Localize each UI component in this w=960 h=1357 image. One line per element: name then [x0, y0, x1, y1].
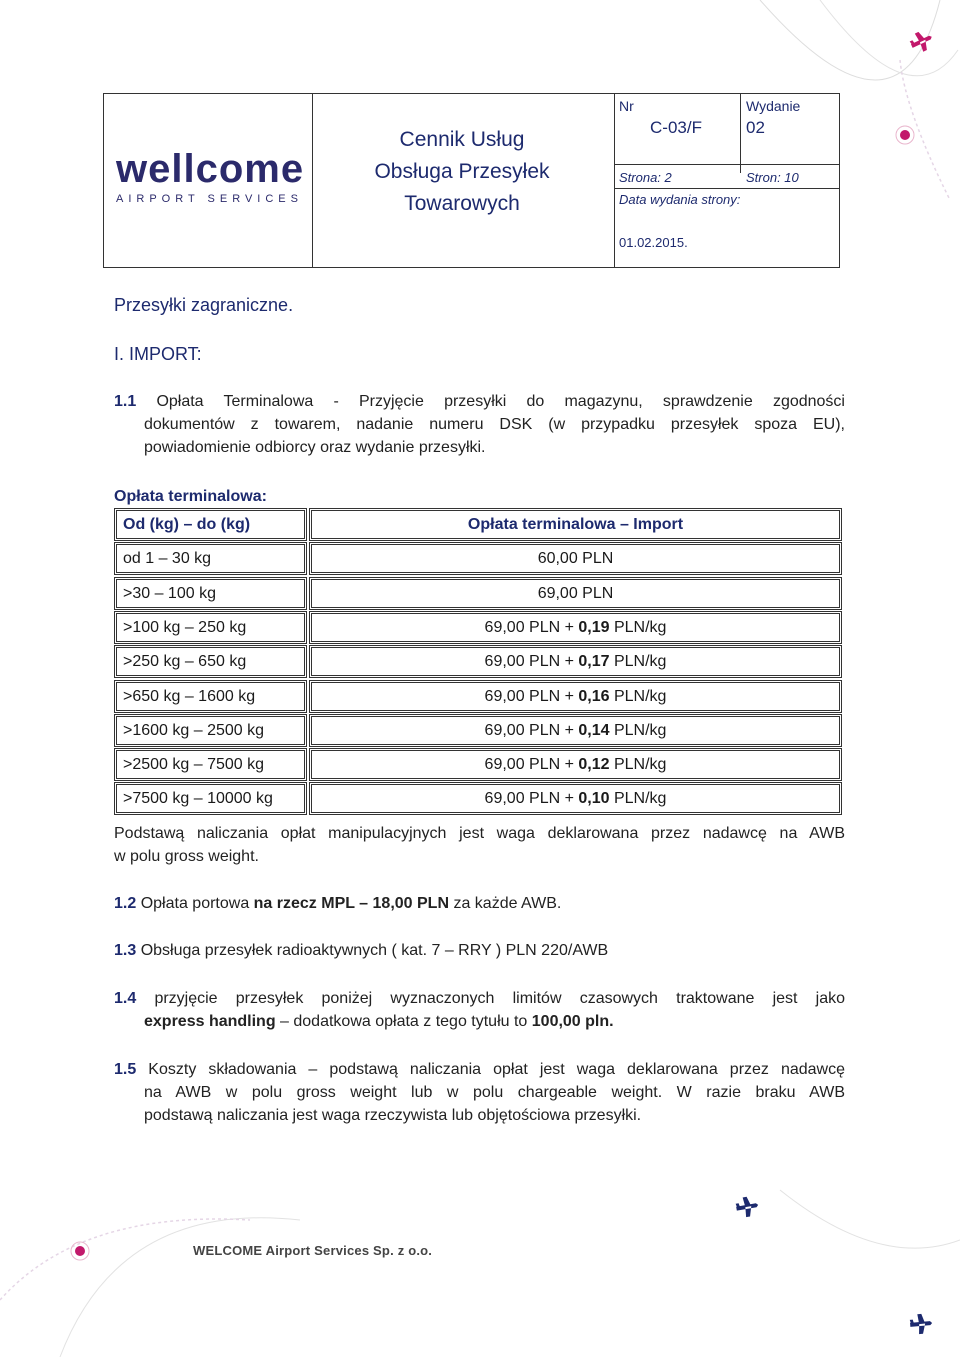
weight-range: >7500 kg – 10000 kg	[114, 782, 307, 815]
nr-value: C-03/F	[650, 118, 702, 137]
fee-base: 69,00 PLN +	[484, 790, 579, 808]
section-title: Przesyłki zagraniczne.	[114, 295, 294, 315]
item-text: – dodatkowa opłata z tego tytułu to	[275, 1013, 532, 1030]
issue-date-value: 01.02.2015.	[619, 235, 688, 250]
weight-range: >1600 kg – 2500 kg	[114, 714, 307, 747]
fee-unit: PLN/kg	[609, 721, 667, 739]
weight-range: od 1 – 30 kg	[114, 542, 307, 575]
weight-range: >100 kg – 250 kg	[114, 611, 307, 644]
fee-table-row	[114, 748, 843, 781]
item-number: 1.4	[114, 990, 137, 1007]
fee-table-row	[114, 542, 843, 575]
terminal-fee	[309, 714, 842, 747]
item-text: powiadomienie odbiorcy oraz wydanie przesyłki.	[144, 439, 486, 456]
fee-unit: PLN/kg	[609, 687, 667, 705]
item-text: na AWB w polu gross weight lub w polu chargeable weight. W razie braku AWB	[144, 1084, 845, 1101]
fee-base: 69,00 PLN +	[484, 756, 579, 774]
weight-range: >650 kg – 1600 kg	[114, 680, 307, 713]
fee-table-row	[114, 645, 843, 678]
edition-label: Wydanie	[746, 98, 801, 114]
header-weight-range: Od (kg) – do (kg)	[114, 508, 307, 541]
page-count: Stron: 10	[746, 170, 799, 185]
item-1-1	[114, 390, 845, 459]
terminal-fee	[309, 748, 842, 781]
nr-label: Nr	[619, 98, 634, 114]
footer-company: WELCOME Airport Services Sp. z o.o.	[193, 1243, 433, 1258]
item-1-4	[114, 987, 845, 1033]
fee-base: 69,00 PLN +	[484, 721, 579, 739]
document-title	[312, 124, 612, 220]
fee-rate: 0,10	[578, 790, 610, 808]
basis-note	[114, 822, 845, 868]
item-text: za każde AWB.	[449, 895, 562, 912]
edition-value: 02	[746, 118, 765, 137]
fee-base: 69,00 PLN +	[484, 618, 579, 636]
terminal-fee	[309, 542, 842, 575]
plane-icon	[735, 1195, 760, 1219]
fee-base: 60,00 PLN	[537, 550, 614, 568]
page-number: Strona: 2	[619, 170, 672, 185]
fee-unit: PLN/kg	[609, 653, 667, 671]
fee-table-header	[114, 508, 843, 541]
item-1-3	[114, 939, 608, 962]
fee-rate: 0,12	[578, 756, 610, 774]
item-bold-text: na rzecz MPL – 18,00 PLN	[253, 895, 449, 912]
plane-icon	[909, 1313, 933, 1335]
logo-subtitle: AIRPORT SERVICES	[116, 193, 303, 205]
item-text: przyjęcie przesyłek poniżej wyznaczonych limitów czasowych traktowane jest jako	[154, 990, 845, 1007]
fee-rate: 0,19	[578, 618, 610, 636]
fee-rate: 0,16	[578, 687, 610, 705]
fee-table-row	[114, 714, 843, 747]
item-text: podstawą naliczania jest waga rzeczywista lub objętościowa przesyłki.	[144, 1107, 642, 1124]
fee-table-caption: Opłata terminalowa:	[114, 488, 267, 505]
fee-table-row	[114, 782, 843, 815]
note-text: Podstawą naliczania opłat manipulacyjnych jest waga deklarowana przez nadawcę na AWB	[114, 825, 845, 842]
weight-range: >30 – 100 kg	[114, 577, 307, 610]
fee-unit: PLN/kg	[609, 756, 667, 774]
item-text: dokumentów z towarem, nadanie numeru DSK (w przypadku przesyłek spoza EU),	[144, 416, 845, 433]
item-number: 1.1	[114, 393, 137, 410]
item-number: 1.5	[114, 1061, 137, 1078]
terminal-fee	[309, 680, 842, 713]
import-title: I. IMPORT:	[114, 344, 202, 364]
fee-base: 69,00 PLN +	[484, 687, 579, 705]
accent-dot	[900, 130, 910, 140]
item-text: Obsługa przesyłek radioaktywnych ( kat. 7 – RRY ) PLN 220/AWB	[140, 942, 609, 959]
logo-text: wellcome	[116, 147, 305, 191]
item-1-2	[114, 892, 561, 915]
terminal-fee	[309, 611, 842, 644]
header-terminal-fee: Opłata terminalowa – Import	[309, 508, 842, 541]
company-logo	[116, 149, 306, 219]
item-bold-text: express handling	[144, 1013, 276, 1030]
fee-unit: PLN/kg	[609, 790, 667, 808]
fee-base: 69,00 PLN	[537, 584, 614, 602]
fee-table-row	[114, 680, 843, 713]
item-text: Koszty składowania – podstawą naliczania opłat jest waga deklarowana przez nadawcę	[148, 1061, 846, 1078]
terminal-fee	[309, 577, 842, 610]
item-number: 1.2	[114, 895, 137, 912]
weight-range: >250 kg – 650 kg	[114, 645, 307, 678]
note-text: w polu gross weight.	[114, 848, 259, 865]
item-number: 1.3	[114, 942, 137, 959]
fee-rate: 0,14	[578, 721, 610, 739]
issue-date-label: Data wydania strony:	[619, 192, 741, 207]
terminal-fee	[309, 645, 842, 678]
fee-rate: 0,17	[578, 653, 610, 671]
fee-table-row	[114, 611, 843, 644]
item-1-5	[114, 1058, 845, 1127]
title-line-1: Cennik Usług	[399, 128, 525, 151]
fee-base: 69,00 PLN +	[484, 653, 579, 671]
title-line-3: Towarowych	[404, 192, 520, 215]
weight-range: >2500 kg – 7500 kg	[114, 748, 307, 781]
title-line-2: Obsługa Przesyłek	[374, 160, 550, 183]
item-bold-text: 100,00 pln.	[531, 1013, 614, 1030]
item-text: Opłata portowa	[140, 895, 254, 912]
plane-icon	[908, 28, 936, 55]
fee-unit: PLN/kg	[609, 618, 667, 636]
terminal-fee	[309, 782, 842, 815]
fee-table-row	[114, 577, 843, 610]
item-text: Opłata Terminalowa - Przyjęcie przesyłki do magazynu, sprawdzenie zgodności	[156, 393, 845, 410]
document-header	[103, 93, 840, 268]
